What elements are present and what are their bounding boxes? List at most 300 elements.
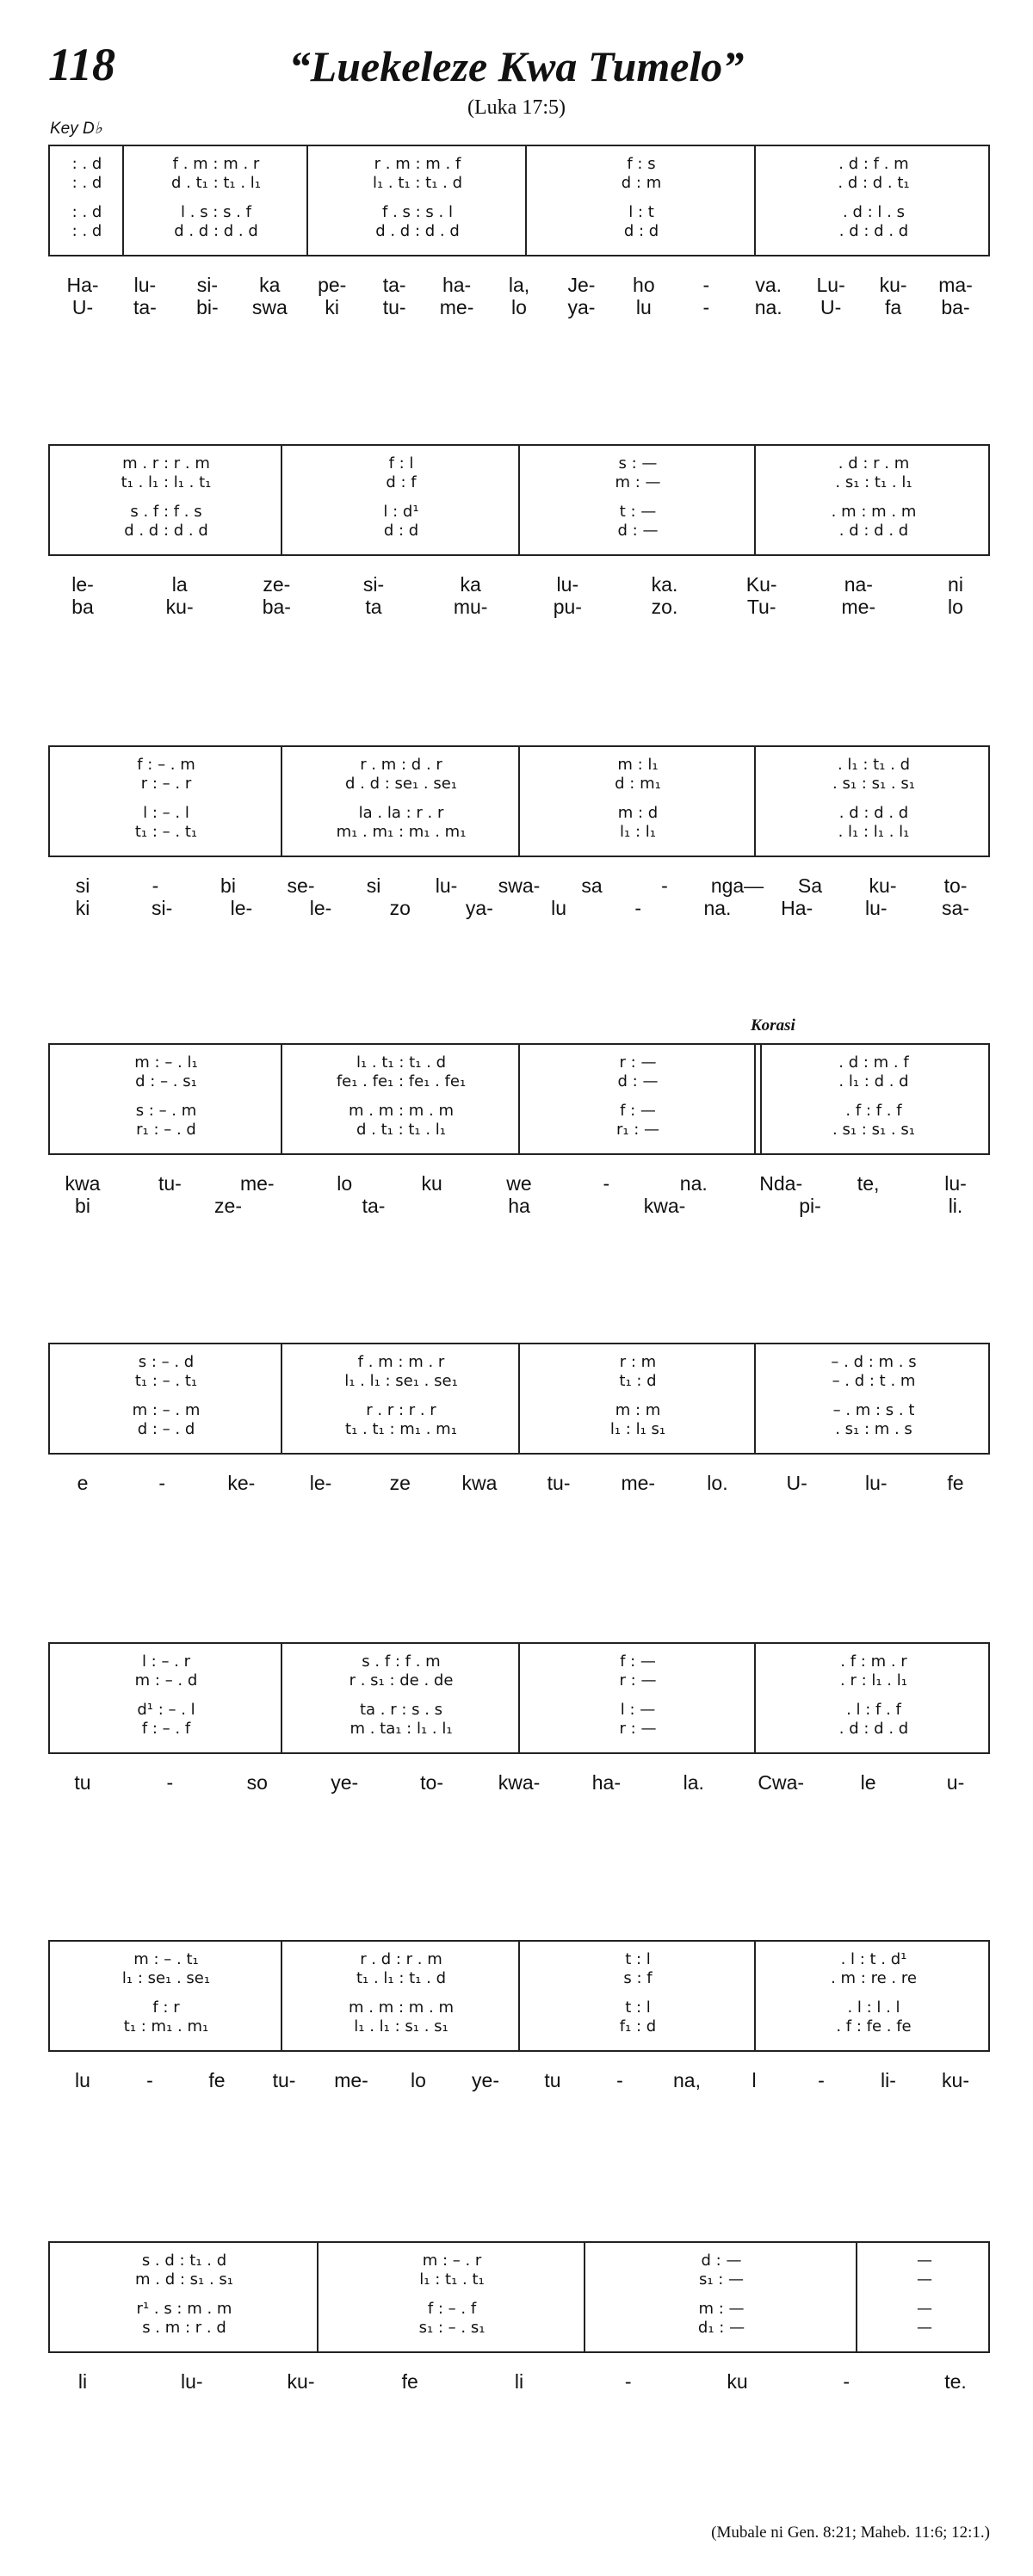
measure-notes: d . d : d . d [174, 221, 258, 240]
voice-row [50, 201, 988, 222]
measure-notes: m : – . r [422, 2251, 482, 2270]
measure-notes: s . f : f . m [362, 1652, 441, 1671]
lyric-syllable: se- [287, 874, 315, 897]
measure-notes: . f : f . f [845, 1101, 902, 1120]
voice-row [50, 1997, 988, 2017]
lyric-syllable: tu- [272, 2069, 296, 2091]
lyric-syllable: - [818, 2069, 825, 2091]
music-system [48, 444, 990, 556]
lyric-syllable: nga— [710, 874, 764, 897]
lyric-syllable: lu [75, 2069, 90, 2091]
measure-notes: . f : m . r [840, 1652, 907, 1671]
measure-notes: t₁ . l₁ : t₁ . d [356, 1968, 447, 1987]
lyric-syllable: le- [309, 1472, 332, 1494]
measure-notes: . l₁ : l₁ . l₁ [838, 822, 910, 841]
lyric-line [48, 1771, 990, 1797]
measure-notes: m : – . l₁ [134, 1053, 198, 1072]
measure-notes: . l : l . l [847, 1998, 900, 2017]
lyric-syllable: - [661, 874, 668, 897]
lyric-syllable: kwa- [498, 1771, 541, 1794]
voice-row [50, 172, 988, 193]
lyric-syllable: kwa [461, 1472, 498, 1494]
lyric-syllable: - [603, 1172, 610, 1195]
lyric-syllable: ku- [879, 274, 907, 296]
lyric-syllable: lu- [180, 2370, 203, 2393]
lyric-syllable: kwa [65, 1172, 101, 1195]
measure-notes: r : m [619, 1352, 657, 1371]
measure-notes: r : – . r [140, 774, 192, 793]
lyric-syllable: e [77, 1472, 89, 1494]
lyric-syllable: fe [401, 2370, 418, 2393]
lyric-syllable: la, [508, 274, 530, 296]
measure-notes: d : — [617, 1072, 659, 1090]
lyric-syllable: lu- [865, 897, 888, 919]
lyric-syllable: ba- [941, 296, 970, 318]
measure-notes: s . d : t₁ . d [141, 2251, 227, 2270]
measure-notes: r : — [619, 1719, 657, 1738]
measure-notes: . s₁ : m . s [835, 1419, 912, 1438]
lyric-syllable: la. [683, 1771, 704, 1794]
measure-notes: la . la : r . r [358, 803, 444, 822]
lyric-syllable: - [702, 274, 710, 296]
lyric-syllable: si [75, 874, 90, 897]
measure-notes: ta . r : s . s [359, 1700, 443, 1719]
lyric-syllable: Tu- [746, 596, 776, 618]
lyric-syllable: si- [152, 897, 173, 919]
lyric-syllable: bi [220, 874, 236, 897]
measure-notes: — [917, 2251, 932, 2270]
lyric-syllable: to- [943, 874, 968, 897]
measure-notes: r . d : r . m [360, 1949, 442, 1968]
lyric-syllable: ni [948, 573, 963, 596]
measure-notes: d : m₁ [615, 774, 661, 793]
voice-row [50, 1699, 988, 1720]
measure-notes: fe₁ . fe₁ : fe₁ . fe₁ [336, 1072, 467, 1090]
lyric-syllable: ku [421, 1172, 442, 1195]
voice-row [50, 453, 988, 473]
measure-notes: f . m : m . r [172, 154, 260, 173]
measure-notes: s . m : r . d [142, 2318, 226, 2337]
lyric-syllable: le- [71, 573, 94, 596]
music-system [48, 1343, 990, 1455]
lyric-syllable: fe [208, 2069, 226, 2091]
lyric-syllable: ke- [227, 1472, 256, 1494]
lyric-syllable: ka [460, 573, 481, 596]
lyric-syllable: to- [420, 1771, 444, 1794]
key-signature: Key D♭ [50, 120, 102, 138]
measure-notes: : . d [71, 221, 102, 240]
measure-notes: . d : d . d [838, 1719, 909, 1738]
measure-notes: d . d : d . d [375, 221, 460, 240]
voice-row [50, 472, 988, 492]
chorus-label: Korasi [751, 1016, 795, 1035]
measure-notes: t₁ : d [619, 1371, 657, 1390]
measure-notes: . r : l₁ . l₁ [840, 1671, 907, 1690]
measure-notes: – . d : m . s [831, 1352, 917, 1371]
lyric-syllable: tu [544, 2069, 561, 2091]
lyric-syllable: - [146, 2069, 153, 2091]
measure-notes: . f : fe . fe [836, 2017, 912, 2035]
voice-row [50, 1399, 988, 1420]
lyric-syllable: lo [337, 1172, 353, 1195]
lyric-syllable: ye- [331, 1771, 359, 1794]
measure-notes: m : l₁ [617, 755, 659, 774]
measure-notes: t : — [619, 502, 657, 521]
measure-notes: m : d [617, 803, 659, 822]
lyric-syllable: me- [841, 596, 876, 618]
measure-notes: — [917, 2318, 932, 2337]
lyric-syllable: so [246, 1771, 268, 1794]
measure-notes: m : – . d [134, 1671, 198, 1690]
measure-notes: r : — [619, 1053, 657, 1072]
measure-notes: . s₁ : s₁ . s₁ [832, 774, 915, 793]
lyric-syllable: pi- [799, 1195, 821, 1217]
measure-notes: l₁ . l₁ : se₁ . se₁ [344, 1371, 458, 1390]
voice-row [50, 1949, 988, 1969]
lyric-syllable: ka [259, 274, 281, 296]
measure-notes: r¹ . s : m . m [136, 2299, 232, 2318]
measure-notes: l₁ : t₁ . t₁ [419, 2270, 485, 2289]
measure-notes: r . m : m . f [374, 154, 461, 173]
lyric-syllable: ku- [165, 596, 194, 618]
lyric-syllable: Nda- [759, 1172, 803, 1195]
measure-notes: f : – . m [137, 755, 195, 774]
measure-notes: r₁ : — [615, 1120, 660, 1139]
voice-row [50, 1100, 988, 1121]
lyric-syllable: mu- [453, 596, 488, 618]
lyric-syllable: la [171, 573, 188, 596]
lyric-syllable: ze- [263, 573, 291, 596]
lyric-syllable: lu- [133, 274, 157, 296]
measure-notes: . d : f . m [838, 154, 909, 173]
lyric-syllable: - [843, 2370, 851, 2393]
lyric-syllable: lu- [435, 874, 458, 897]
measure-notes: m : – . t₁ [133, 1949, 199, 1968]
voice-row [50, 1052, 988, 1072]
measure-notes: . l : t . d¹ [840, 1949, 907, 1968]
measure-notes: . d : d . d [838, 221, 909, 240]
lyric-syllable: ha- [591, 1771, 622, 1794]
lyric-syllable: lu [551, 897, 567, 919]
measure-notes: . l₁ : t₁ . d [837, 755, 911, 774]
lyric-syllable: na, [673, 2069, 701, 2091]
measure-notes: m . m : m . m [349, 1101, 454, 1120]
measure-notes: r . r : r . r [366, 1400, 436, 1419]
voice-row [50, 520, 988, 541]
measure-notes: — [917, 2299, 932, 2318]
lyric-syllable: lu- [865, 1472, 888, 1494]
lyric-syllable: sa- [942, 897, 969, 919]
lyric-syllable: te, [857, 1172, 880, 1195]
lyric-syllable: we [506, 1172, 532, 1195]
lyric-syllable: na. [703, 897, 732, 919]
measure-notes: : . d [71, 173, 102, 192]
measure-notes: . d : d . d [838, 803, 909, 822]
voice-row [50, 754, 988, 775]
measure-notes: d : m [621, 173, 662, 192]
lyric-syllable: tu [74, 1771, 91, 1794]
lyric-syllable: lu- [556, 573, 579, 596]
lyric-syllable: Sa [797, 874, 823, 897]
lyric-line [48, 897, 990, 923]
lyric-line [48, 2069, 990, 2095]
lyric-syllable: swa [251, 296, 288, 318]
lyric-syllable: l [752, 2069, 757, 2091]
lyric-syllable: zo [389, 897, 411, 919]
measure-notes: – . d : t . m [832, 1371, 916, 1390]
lyric-line [48, 296, 990, 322]
lyric-syllable: me- [621, 1472, 656, 1494]
measure-notes: l : – . r [141, 1652, 191, 1671]
measure-notes: l : – . l [143, 803, 189, 822]
lyric-syllable: - [624, 2370, 632, 2393]
lyric-syllable: - [166, 1771, 174, 1794]
measure-notes: t₁ : – . t₁ [134, 822, 198, 841]
measure-notes: f : — [620, 1101, 656, 1120]
hymn-title: “Luekeleze Kwa Tumelo” [288, 42, 745, 90]
lyric-syllable: zo. [651, 596, 678, 618]
measure-notes: r₁ : – . d [136, 1120, 196, 1139]
lyric-line [48, 1472, 990, 1498]
lyric-syllable: U- [786, 1472, 807, 1494]
measure-notes: f : r [152, 1998, 180, 2017]
measure-notes: f : l [388, 454, 414, 473]
voice-row [50, 1351, 988, 1372]
music-system [48, 1642, 990, 1754]
lyric-syllable: u- [946, 1771, 965, 1794]
measure-notes: . s₁ : s₁ . s₁ [832, 1120, 915, 1139]
voice-row [50, 1071, 988, 1091]
measure-notes: s : — [618, 454, 658, 473]
lyric-syllable: le- [230, 897, 253, 919]
voice-row [50, 2317, 988, 2338]
lyric-syllable: lu [635, 296, 652, 318]
lyric-syllable: swa- [498, 874, 541, 897]
measure-notes: s : – . d [138, 1352, 195, 1371]
measure-notes: . d : d . d [838, 521, 909, 540]
lyric-syllable: me- [239, 1172, 275, 1195]
voice-row [50, 1119, 988, 1140]
measure-notes: . l : f . f [846, 1700, 901, 1719]
lyric-syllable: le [860, 1771, 876, 1794]
lyric-syllable: me- [334, 2069, 368, 2091]
lyric-syllable: tu- [382, 296, 406, 318]
lyric-syllable: lo. [707, 1472, 728, 1494]
voice-row [50, 2269, 988, 2289]
lyric-syllable: ta- [362, 1195, 386, 1217]
measure-notes: l : d¹ [383, 502, 419, 521]
measure-notes: m₁ . m₁ : m₁ . m₁ [336, 822, 467, 841]
lyric-syllable: si- [362, 573, 385, 596]
measure-notes: — [917, 2270, 932, 2289]
measure-notes: m . d : s₁ . s₁ [135, 2270, 233, 2289]
lyric-syllable: Cwa- [758, 1771, 805, 1794]
measure-notes: t : l [625, 1998, 651, 2017]
voice-row [50, 1670, 988, 1690]
lyric-syllable: lo [948, 596, 963, 618]
measure-notes: t₁ : – . t₁ [134, 1371, 198, 1390]
lyric-syllable: fe [947, 1472, 964, 1494]
measure-notes: l₁ . t₁ : t₁ . d [372, 173, 463, 192]
measure-notes: r . s₁ : de . de [349, 1671, 454, 1690]
lyric-syllable: li. [948, 1195, 963, 1217]
measure-notes: d . t₁ : t₁ . l₁ [356, 1120, 447, 1139]
voice-row [50, 802, 988, 823]
scripture-reference: (Luka 17:5) [467, 96, 566, 119]
measure-notes: d : — [701, 2251, 742, 2270]
measure-notes: . d : d . t₁ [838, 173, 910, 192]
measure-notes: m . ta₁ : l₁ . l₁ [349, 1719, 453, 1738]
lyric-line [48, 2370, 990, 2396]
lyric-syllable: ho [633, 274, 655, 296]
lyric-syllable: tu- [158, 1172, 182, 1195]
lyric-syllable: Lu- [816, 274, 845, 296]
measure-notes: f₁ : d [619, 2017, 657, 2035]
measure-notes: d : — [617, 521, 659, 540]
lyric-syllable: ha [508, 1195, 530, 1217]
hymn-number: 118 [48, 39, 116, 90]
lyric-syllable: na. [679, 1172, 708, 1195]
measure-notes: d . d : d . d [124, 521, 208, 540]
lyric-syllable: - [634, 897, 642, 919]
lyric-syllable: - [152, 874, 159, 897]
measure-notes: m . r : r . m [122, 454, 210, 473]
measure-notes: – . m : s . t [832, 1400, 915, 1419]
measure-notes: t₁ . l₁ : l₁ . t₁ [121, 473, 212, 491]
music-system [48, 1043, 990, 1155]
measure-notes: s₁ : – . s₁ [418, 2318, 486, 2337]
lyric-syllable: lo [411, 2069, 426, 2091]
voice-row [50, 1651, 988, 1671]
measure-notes: . d : r . m [838, 454, 910, 473]
measure-notes: d : f [386, 473, 417, 491]
measure-notes: . l₁ : d . d [838, 1072, 909, 1090]
measure-notes: s : – . m [135, 1101, 197, 1120]
lyric-syllable: lo [511, 296, 527, 318]
music-system [48, 745, 990, 857]
voice-row [50, 2298, 988, 2319]
measure-notes: m : – . m [132, 1400, 201, 1419]
lyric-syllable: ka. [651, 573, 678, 596]
lyric-syllable: na. [754, 296, 782, 318]
measure-notes: . m : m . m [831, 502, 917, 521]
lyric-syllable: Ku- [745, 573, 777, 596]
voice-row [50, 153, 988, 174]
measure-notes: t₁ . t₁ : m₁ . m₁ [345, 1419, 457, 1438]
lyric-syllable: ku- [869, 874, 897, 897]
voice-row [50, 2250, 988, 2270]
lyric-syllable: tu- [547, 1472, 571, 1494]
lyric-syllable: li- [881, 2069, 896, 2091]
lyric-syllable: me- [439, 296, 474, 318]
lyric-syllable: ze- [214, 1195, 242, 1217]
lyric-syllable: bi- [196, 296, 219, 318]
lyric-syllable: ze [389, 1472, 411, 1494]
measure-notes: l₁ : se₁ . se₁ [121, 1968, 211, 1987]
measure-notes: m : — [615, 473, 661, 491]
measure-notes: f : s [627, 154, 656, 173]
measure-notes: f : — [620, 1652, 656, 1671]
lyric-syllable: ta- [133, 296, 157, 318]
measure-notes: d : – . d [137, 1419, 195, 1438]
lyric-syllable: li [77, 2370, 88, 2393]
lyric-syllable: sa [581, 874, 603, 897]
measure-notes: m : — [698, 2299, 745, 2318]
lyric-syllable: ku- [942, 2069, 969, 2091]
measure-notes: d¹ : – . l [137, 1700, 195, 1719]
lyric-syllable: ba- [262, 596, 291, 618]
measure-notes: l . s : s . f [181, 202, 251, 221]
lyric-syllable: - [702, 296, 710, 318]
lyric-syllable: ku [727, 2370, 748, 2393]
lyric-syllable: Ha- [66, 274, 99, 296]
measure-notes: r . m : d . r [360, 755, 442, 774]
lyric-syllable: ba [71, 596, 94, 618]
measure-notes: f : – . f [141, 1719, 191, 1738]
voice-row [50, 1718, 988, 1739]
measure-notes: d₁ : — [697, 2318, 745, 2337]
measure-notes: d : d [383, 521, 419, 540]
lyric-syllable: si- [196, 274, 218, 296]
lyric-syllable: Ha- [781, 897, 813, 919]
measure-notes: d : – . s₁ [135, 1072, 197, 1090]
measure-notes: l : t [628, 202, 654, 221]
voice-row [50, 1370, 988, 1391]
measure-notes: l₁ . t₁ : t₁ . d [356, 1053, 447, 1072]
voice-row [50, 1968, 988, 1988]
lyric-syllable: pe- [318, 274, 347, 296]
music-system [48, 145, 990, 256]
measure-notes: f . m : m . r [357, 1352, 445, 1371]
voice-row [50, 220, 988, 241]
music-system [48, 2241, 990, 2353]
lyric-syllable: ma- [938, 274, 973, 296]
lyric-syllable: ta- [382, 274, 406, 296]
measure-notes: . d : l . s [843, 202, 905, 221]
measure-notes: l : — [620, 1700, 656, 1719]
measure-notes: l₁ . l₁ : s₁ . s₁ [354, 2017, 448, 2035]
lyric-syllable: lu- [944, 1172, 967, 1195]
lyric-line [48, 1195, 990, 1220]
lyric-syllable: ye- [472, 2069, 499, 2091]
measure-notes: r : — [619, 1671, 657, 1690]
measure-notes: : . d [71, 202, 102, 221]
measure-notes: f . s : s . l [382, 202, 453, 221]
measure-notes: l₁ : l₁ [620, 822, 656, 841]
measure-notes: l₁ : l₁ s₁ [609, 1419, 666, 1438]
voice-row [50, 773, 988, 794]
lyric-syllable: ku- [287, 2370, 315, 2393]
lyric-syllable: U- [820, 296, 842, 318]
lyric-syllable: ki [75, 897, 90, 919]
voice-row [50, 2016, 988, 2036]
lyric-syllable: Je- [567, 274, 596, 296]
measure-notes: f : – . f [427, 2299, 477, 2318]
voice-row [50, 501, 988, 522]
lyric-syllable: kwa- [643, 1195, 686, 1217]
lyric-syllable: ki [325, 296, 340, 318]
lyric-syllable: si [366, 874, 381, 897]
lyric-syllable: - [158, 1472, 166, 1494]
voice-row [50, 1418, 988, 1439]
measure-notes: m : m [615, 1400, 661, 1419]
measure-notes: d . t₁ : t₁ . l₁ [170, 173, 262, 192]
lyric-syllable: bi [75, 1195, 90, 1217]
music-system [48, 1940, 990, 2052]
lyric-syllable: te. [944, 2370, 967, 2393]
measure-notes: t₁ : m₁ . m₁ [123, 2017, 209, 2035]
lyric-syllable: va. [755, 274, 782, 296]
